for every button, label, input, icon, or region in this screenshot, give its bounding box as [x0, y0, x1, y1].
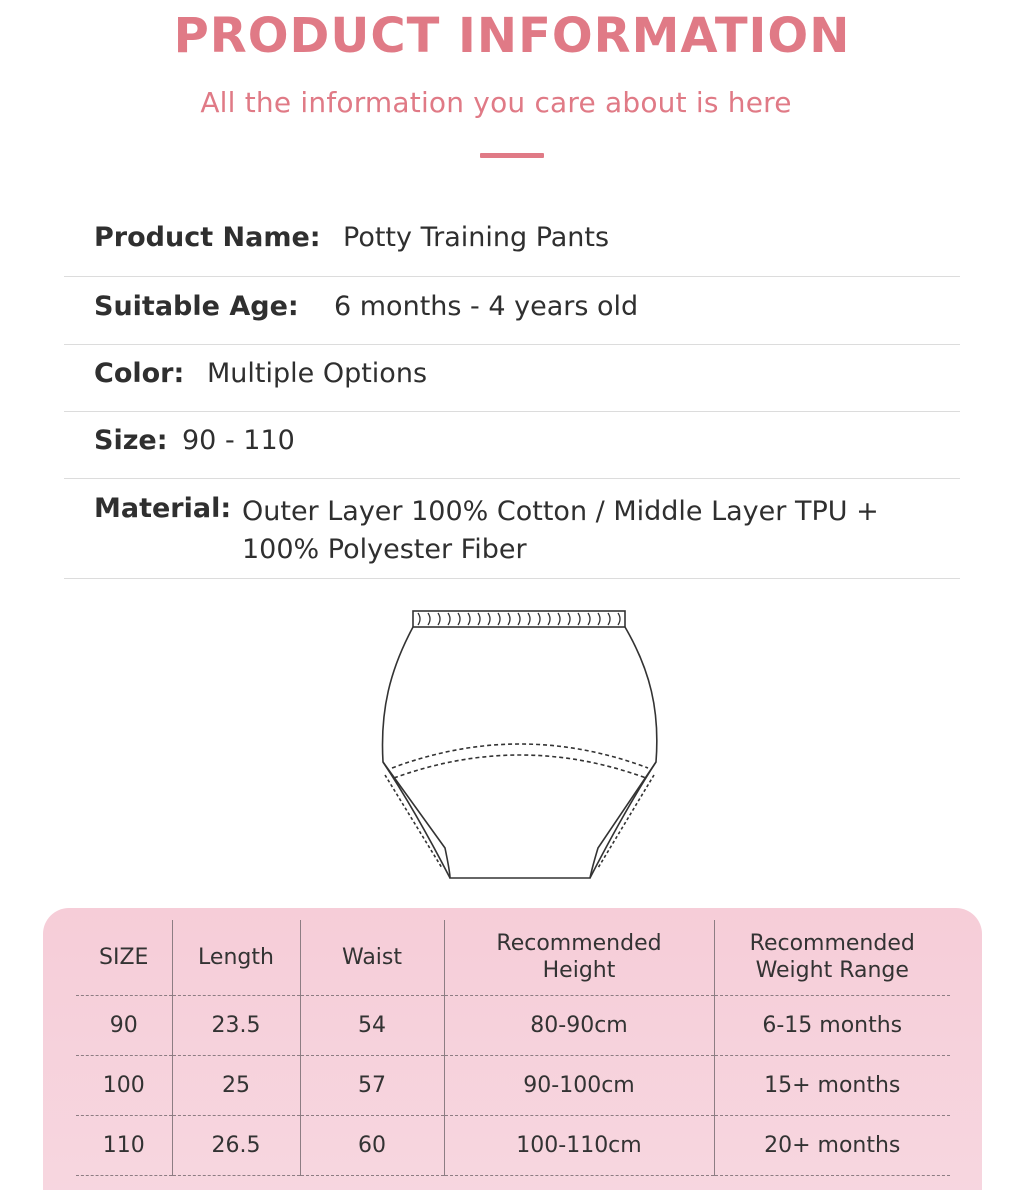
column-header: [444, 920, 714, 995]
table-cell: 54: [300, 995, 444, 1055]
info-label: Suitable Age:: [94, 291, 299, 322]
table-cell: 90: [76, 995, 172, 1055]
table-cell: 90-100cm: [444, 1055, 714, 1115]
training-pants-icon: [370, 600, 670, 890]
table-row: [76, 1055, 950, 1115]
table-cell: 100: [76, 1055, 172, 1115]
column-header: [714, 920, 950, 995]
info-label: Color:: [94, 358, 185, 389]
table-row: [76, 1115, 950, 1175]
table-cell: 6-15 months: [714, 995, 950, 1055]
info-row-color: [64, 345, 960, 412]
info-row-suitable-age: [64, 277, 960, 345]
column-header: Length: [172, 920, 300, 995]
product-info-list: [64, 200, 960, 579]
info-value: Multiple Options: [207, 358, 428, 389]
table-cell: 25: [172, 1055, 300, 1115]
header-line: Height: [542, 958, 616, 984]
info-value: 90 - 110: [182, 425, 295, 456]
info-row-material: [64, 479, 960, 579]
table-header-row: [76, 920, 950, 995]
info-row-size: [64, 412, 960, 479]
table-cell: 80-90cm: [444, 995, 714, 1055]
table-cell: 23.5: [172, 995, 300, 1055]
table-cell: 15+ months: [714, 1055, 950, 1115]
table-cell: 100-110cm: [444, 1115, 714, 1175]
header-line: Weight Range: [755, 958, 909, 984]
size-chart-card: [43, 908, 982, 1190]
column-header: Waist: [300, 920, 444, 995]
material-line: 100% Polyester Fiber: [242, 534, 527, 565]
table-cell: 20+ months: [714, 1115, 950, 1175]
info-value: 6 months - 4 years old: [334, 291, 639, 322]
column-header: SIZE: [76, 920, 172, 995]
info-value: Potty Training Pants: [343, 222, 610, 253]
info-label: Material:: [94, 493, 232, 524]
accent-divider: [480, 153, 544, 158]
info-label: Product Name:: [94, 222, 321, 253]
header-line: Recommended: [496, 931, 662, 957]
info-label: Size:: [94, 425, 168, 456]
header-line: Recommended: [749, 931, 915, 957]
page-subtitle: All the information you care about is here: [200, 86, 792, 119]
table-cell: 60: [300, 1115, 444, 1175]
info-value: [242, 493, 882, 569]
table-row: [76, 995, 950, 1055]
table-cell: 57: [300, 1055, 444, 1115]
info-row-product-name: [64, 200, 960, 277]
material-line: Outer Layer 100% Cotton / Middle Layer TPU +: [242, 496, 879, 527]
table-cell: 26.5: [172, 1115, 300, 1175]
table-cell: 110: [76, 1115, 172, 1175]
size-table: [76, 920, 950, 1176]
page-title: PRODUCT INFORMATION: [173, 8, 851, 64]
